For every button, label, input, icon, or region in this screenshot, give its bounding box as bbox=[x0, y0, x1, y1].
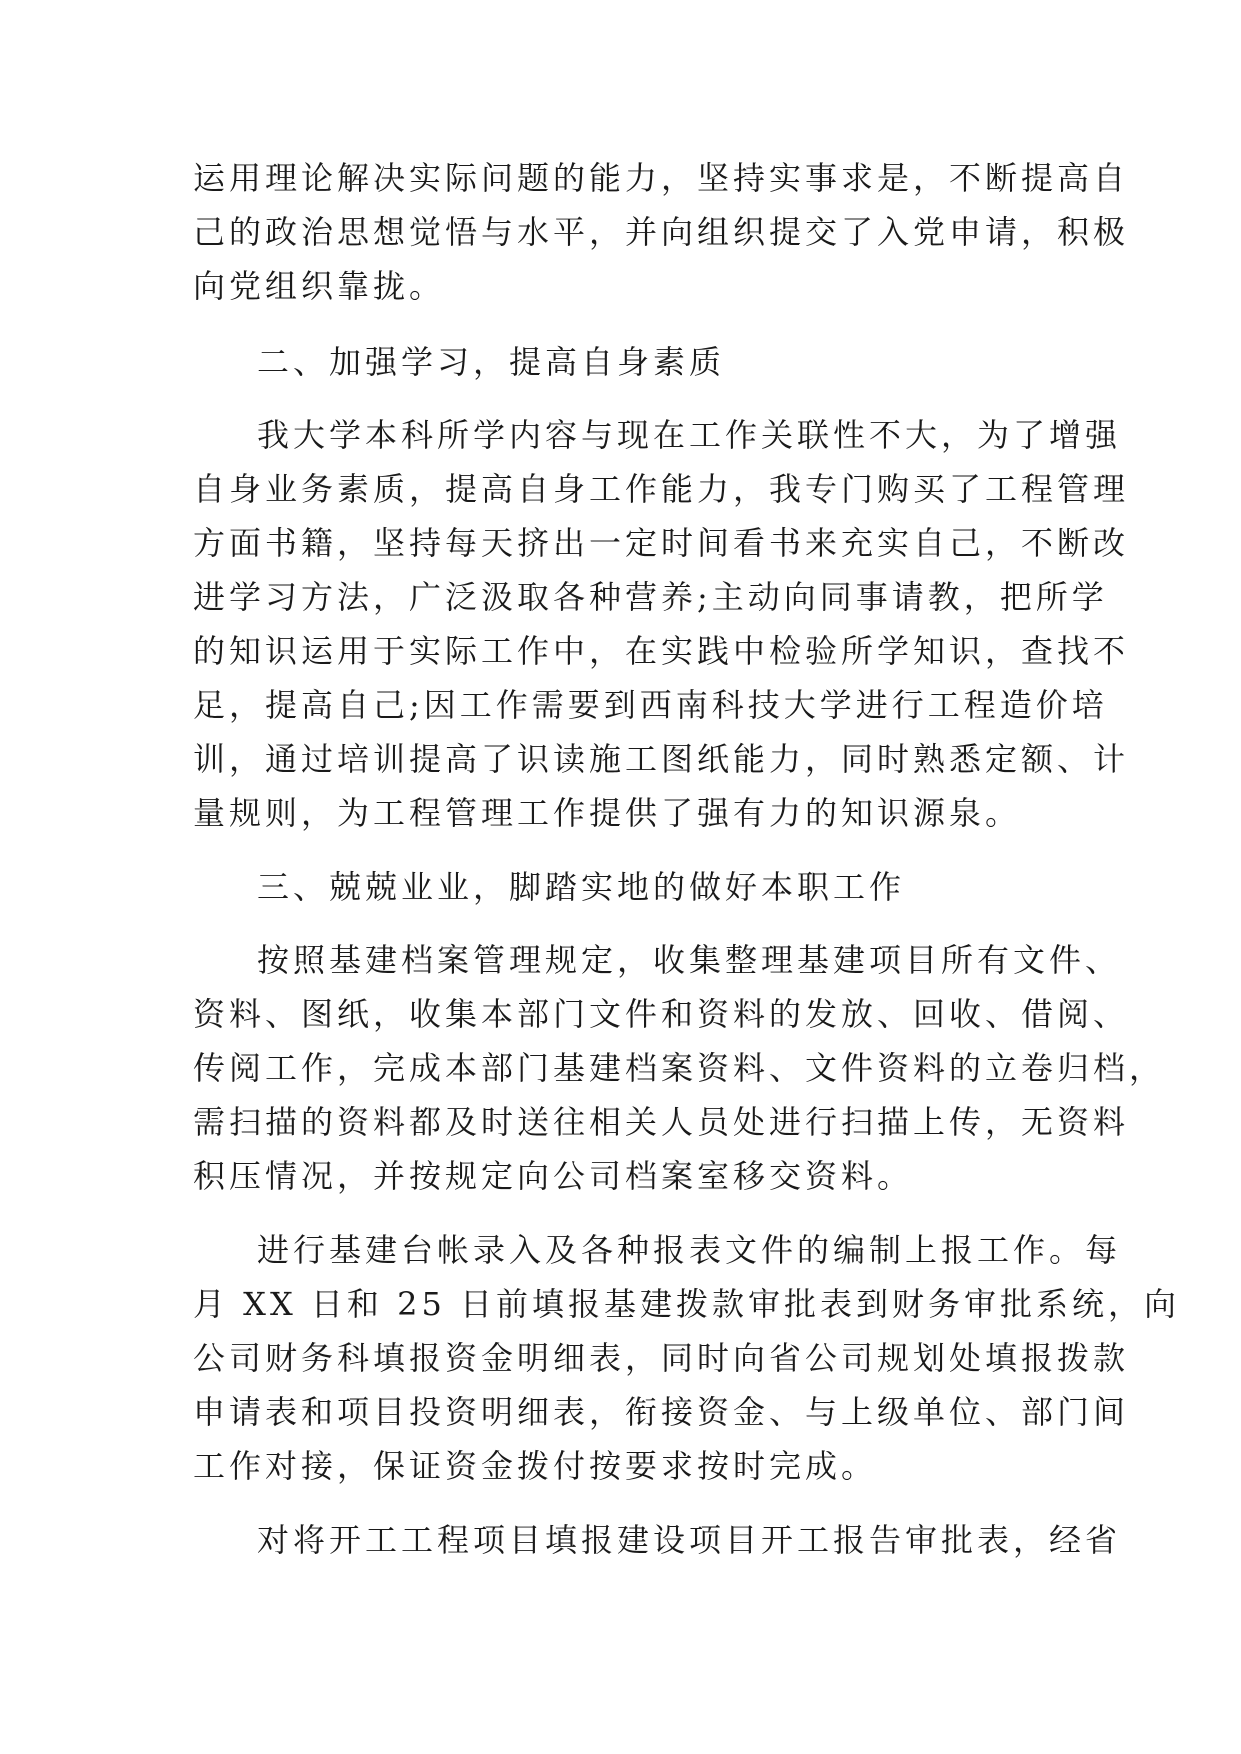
text-line: 月 XX 日和 25 日前填报基建拨款审批表到财务审批系统，向 bbox=[193, 1285, 1180, 1323]
section-heading: 二、加强学习，提高自身素质 bbox=[257, 343, 726, 381]
text-line: 进行基建台帐录入及各种报表文件的编制上报工作。每 bbox=[257, 1231, 1122, 1269]
text-line: 工作对接，保证资金拨付按要求按时完成。 bbox=[193, 1447, 878, 1485]
text-line: 资料、图纸，收集本部门文件和资料的发放、回收、借阅、 bbox=[193, 995, 1130, 1033]
section-heading: 三、兢兢业业，脚踏实地的做好本职工作 bbox=[257, 868, 906, 906]
text-line: 进学习方法，广泛汲取各种营养;主动向同事请教，把所学 bbox=[193, 578, 1108, 616]
text-line: 自身业务素质，提高自身工作能力，我专门购买了工程管理 bbox=[193, 470, 1130, 508]
text-line: 按照基建档案管理规定，收集整理基建项目所有文件、 bbox=[257, 941, 1122, 979]
text-line: 对将开工工程项目填报建设项目开工报告审批表，经省 bbox=[257, 1521, 1122, 1559]
text-line: 运用理论解决实际问题的能力，坚持实事求是，不断提高自 bbox=[193, 159, 1130, 197]
text-line: 足，提高自己;因工作需要到西南科技大学进行工程造价培 bbox=[193, 686, 1108, 724]
text-line: 训，通过培训提高了识读施工图纸能力，同时熟悉定额、计 bbox=[193, 740, 1130, 778]
text-line: 申请表和项目投资明细表，衔接资金、与上级单位、部门间 bbox=[193, 1393, 1130, 1431]
text-line: 积压情况，并按规定向公司档案室移交资料。 bbox=[193, 1157, 914, 1195]
text-line: 方面书籍，坚持每天挤出一定时间看书来充实自己，不断改 bbox=[193, 524, 1130, 562]
text-line: 我大学本科所学内容与现在工作关联性不大，为了增强 bbox=[257, 416, 1122, 454]
text-line: 传阅工作，完成本部门基建档案资料、文件资料的立卷归档， bbox=[193, 1049, 1166, 1087]
text-line: 向党组织靠拢。 bbox=[193, 267, 446, 305]
text-line: 己的政治思想觉悟与水平，并向组织提交了入党申请，积极 bbox=[193, 213, 1130, 251]
text-line: 量规则，为工程管理工作提供了强有力的知识源泉。 bbox=[193, 794, 1022, 832]
text-line: 需扫描的资料都及时送往相关人员处进行扫描上传，无资料 bbox=[193, 1103, 1130, 1141]
text-line: 的知识运用于实际工作中，在实践中检验所学知识，查找不 bbox=[193, 632, 1130, 670]
text-line: 公司财务科填报资金明细表，同时向省公司规划处填报拨款 bbox=[193, 1339, 1130, 1377]
